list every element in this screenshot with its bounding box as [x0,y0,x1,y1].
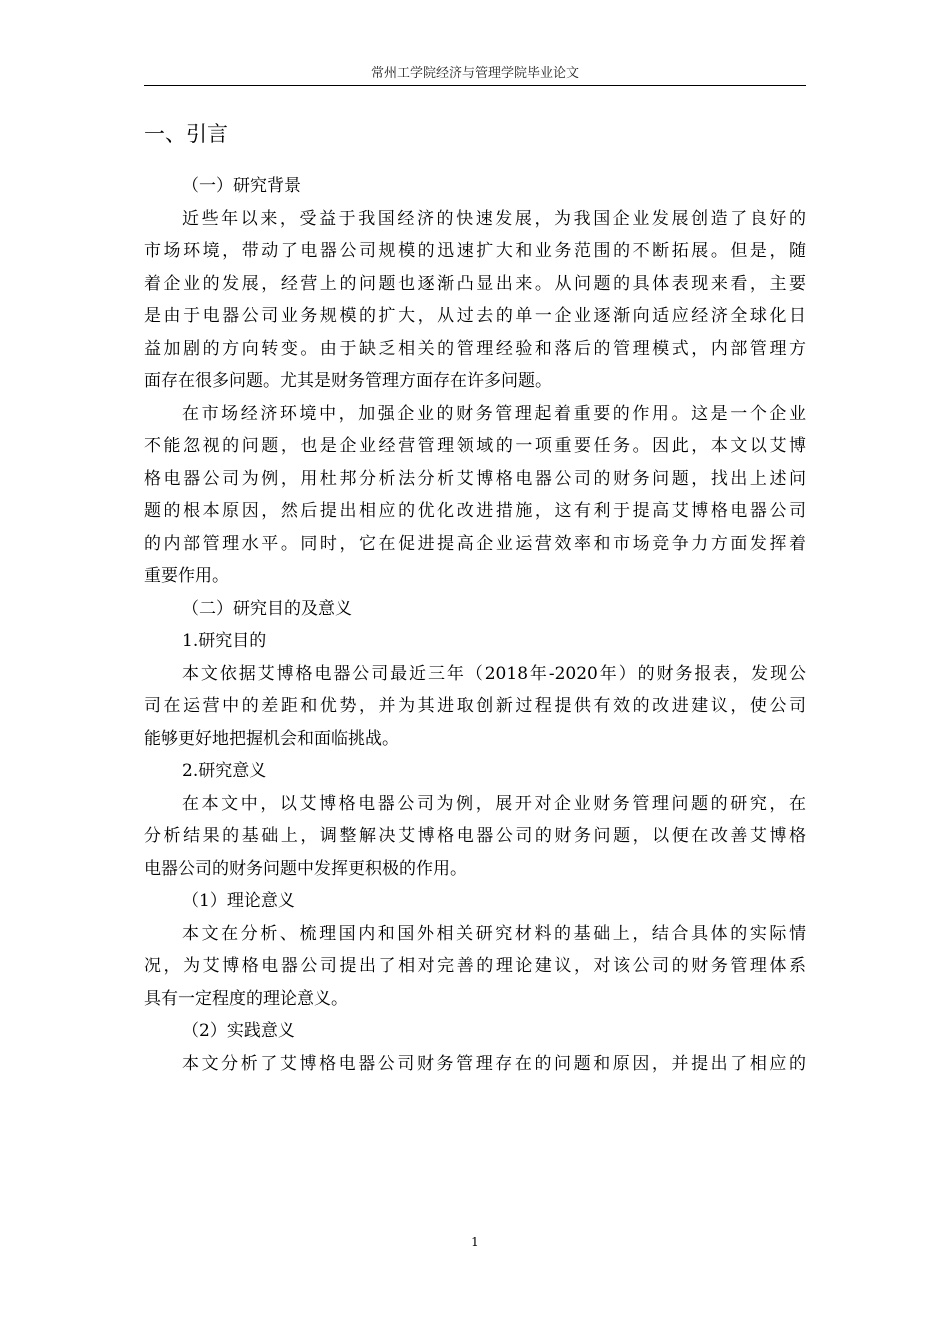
chapter-title: 一、引言 [144,122,228,146]
paragraph-line: 市场环境，带动了电器公司规模的迅速扩大和业务范围的不断拓展。但是，随 [144,241,806,261]
paragraph-line: 本文依据艾博格电器公司最近三年（2018年-2020年）的财务报表，发现公 [182,663,806,684]
section-heading-background: （一）研究背景 [182,176,301,196]
paragraph-background-2 [144,398,806,593]
page-number: 1 [471,1235,479,1249]
paragraph-line: 在市场经济环境中，加强企业的财务管理起着重要的作用。这是一个企业 [182,403,806,424]
paragraph-practice [144,1048,806,1081]
paragraph-line: 着企业的发展，经营上的问题也逐渐凸显出来。从问题的具体表现来看，主要 [144,273,806,294]
paragraph-line: 分析结果的基础上，调整解决艾博格电器公司的财务问题，以便在改善艾博格 [144,826,806,846]
paragraph-line: 近些年以来，受益于我国经济的快速发展，为我国企业发展创造了良好的 [182,208,806,229]
paragraph-line: 是由于电器公司业务规模的扩大，从过去的单一企业逐渐向适应经济全球化日 [144,306,806,326]
paragraph-line: 面存在很多问题。尤其是财务管理方面存在许多问题。 [144,371,552,391]
paragraph-line: 具有一定程度的理论意义。 [144,988,348,1009]
paragraph-line: 况，为艾博格电器公司提出了相对完善的理论建议，对该公司的财务管理体系 [144,956,806,976]
paragraph-line: 本文在分析、梳理国内和国外相关研究材料的基础上，结合具体的实际情 [182,923,806,944]
paragraph-line: 重要作用。 [144,566,229,586]
paragraph-line: 不能忽视的问题，也是企业经营管理领域的一项重要任务。因此，本文以艾博 [144,436,806,456]
paragraph-line: 本文分析了艾博格电器公司财务管理存在的问题和原因，并提出了相应的 [182,1053,806,1074]
subheading-significance: 2.研究意义 [182,761,267,781]
paragraph-line: 题的根本原因，然后提出相应的优化改进措施，这有利于提高艾博格电器公司 [144,501,806,521]
paragraph-line: 格电器公司为例，用杜邦分析法分析艾博格电器公司的财务问题，找出上述问 [144,468,806,489]
section-heading-purpose: （二）研究目的及意义 [182,598,352,619]
paragraph-line: 在本文中，以艾博格电器公司为例，展开对企业财务管理问题的研究，在 [182,793,806,814]
subheading-theory: （1）理论意义 [182,891,295,911]
paragraph-line: 益加剧的方向转变。由于缺乏相关的管理经验和落后的管理模式，内部管理方 [144,338,806,359]
paragraph-line: 的内部管理水平。同时，它在促进提高企业运营效率和市场竞争力方面发挥着 [144,533,806,554]
header-rule [144,85,806,86]
subheading-practice: （2）实践意义 [182,1021,295,1041]
paragraph-purpose [144,658,806,756]
paragraph-line: 电器公司的财务问题中发挥更积极的作用。 [144,858,467,879]
subheading-purpose: 1.研究目的 [182,631,267,651]
paragraph-theory [144,918,806,1016]
paragraph-line: 能够更好地把握机会和面临挑战。 [144,728,399,749]
running-header: 常州工学院经济与管理学院毕业论文 [370,66,579,81]
paragraph-background-1 [144,203,806,398]
page-body [144,120,806,1080]
paragraph-significance [144,788,806,886]
paragraph-line: 司在运营中的差距和优势，并为其进取创新过程提供有效的改进建议，使公司 [144,696,806,716]
